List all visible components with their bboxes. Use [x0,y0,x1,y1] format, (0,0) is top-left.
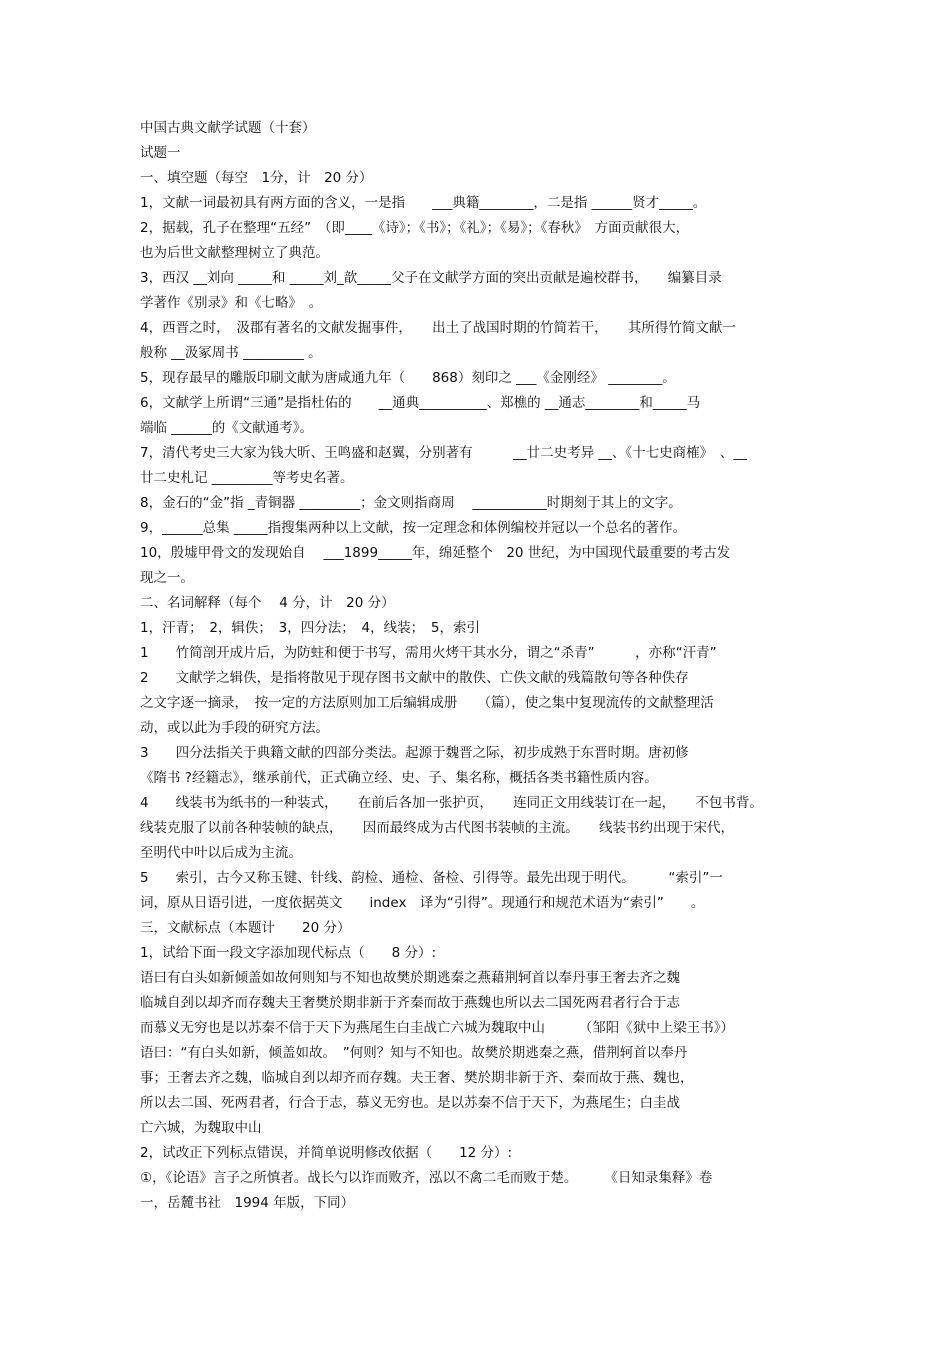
text-line: 一，岳麓书社 1994 年版，下同） [140,1195,355,1211]
text-line: 2 文献学之辑佚，是指将散见于现存图书文献中的散佚、亡佚文献的残篇散句等各种佚存 [140,670,689,686]
text-line: 5 索引，古今又称玉键、针线、韵检、通检、备检、引得等。最先出现于明代。 “索引”一 [140,870,723,886]
text-line: 2，试改正下列标点错误，并简单说明修改依据（ 12 分）: [140,1145,513,1161]
text-line: 1，试给下面一段文字添加现代标点（ 8 分）: [140,945,437,961]
text-line: 8，金石的“金”指 _青铜器 _________；金文则指商周 ___________时期刻于其上的文字。 [140,495,682,511]
text-line: 1 竹简剖开成片后，为防蛀和便于书写，需用火烤干其水分，谓之“杀青” ，亦称“汗青” [140,645,717,661]
section-heading-punctuation: 三，文献标点（本题计 20 分） [140,920,351,936]
text-line: 7，清代考史三大家为钱大昕、王鸣盛和赵翼，分别著有 __廿二史考异 __、《十七史商榷》 、__ [140,445,747,461]
text-line: 10，殷墟甲骨文的发现始自 ___1899_____年，绵延整个 20 世纪，为中国现代最重要的考古发 [140,545,731,561]
text-line: 5，现存最早的雕版印刷文献为唐咸通九年（ 868）刻印之 ___《金刚经》 ________。 [140,370,676,386]
text-line: 3 四分法指关于典籍文献的四部分类法。起源于魏晋之际，初步成熟于东晋时期。唐初修 [140,745,689,761]
text-line: 线装克服了以前各种装帧的缺点， 因而最终成为古代图书装帧的主流。 线装书约出现于宋代， [140,820,734,836]
text-line: 6，文献学上所谓“三通”是指杜佑的 __通典__________、郑樵的 __通志________和_____马 [140,395,701,411]
text-line: 事；王奢去齐之魏，临城自刭以却齐而存魏。夫王奢、樊於期非新于齐、秦而故于燕、魏也， [140,1070,694,1086]
text-line: 而慕义无穷也是以苏秦不信于天下为燕尾生白圭战亡六城为魏取中山 （邹阳《狱中上梁王书》） [140,1020,734,1036]
text-line: 1，汗青； 2，辑佚； 3，四分法； 4，线装； 5，索引 [140,620,480,636]
text-line: 临城自刭以却齐而存魏夫王奢樊於期非新于齐秦而故于燕魏也所以去二国死两君者行合于志 [140,995,680,1011]
text-line: 语曰：“有白头如新，倾盖如故。 ”何则？知与不知也。故樊於期逃秦之燕，借荆轲首以奉丹 [140,1045,688,1061]
text-line: 4，西晋之时， 汲郡有著名的文献发掘事件， 出土了战国时期的竹简若干， 其所得竹简文献一 [140,320,736,336]
text-line: 般称 __汲冢周书 _________ 。 [140,345,322,361]
text-line: 学著作《别录》和《七略》 。 [140,295,323,311]
text-line: 动，或以此为手段的研究方法。 [140,720,329,736]
text-line: 廿二史札记 _________等考史名著。 [140,470,354,486]
text-line: 至明代中叶以后成为主流。 [140,845,302,861]
text-line: 2，据载，孔子在整理“五经” （即____《诗》；《书》；《礼》；《易》；《春秋》 方面贡献很大， [140,220,690,236]
text-line: 词，原从日语引进，一度依据英文 index 译为“引得”。现通行和规范术语为“索引” 。 [140,895,705,911]
text-line: 4 线装书为纸书的一种装式， 在前后各加一张护页， 连同正文用线装订在一起， 不包书背。 [140,795,763,811]
text-line: 《隋书 ?经籍志》，继承前代，正式确立经、史、子、集名称，概括各类书籍性质内容。 [140,770,658,786]
text-line: 1，文献一词最初具有两方面的含义，一是指 ___典籍________，二是指 ______贤才_____。 [140,195,707,211]
exam-set-heading: 试题一 [140,145,181,161]
text-line: 9，______总集 _____指搜集两种以上文献，按一定理念和体例编校并冠以一个总名的著作。 [140,520,687,536]
text-line: 亡六城，为魏取中山 [140,1120,262,1136]
section-heading-terms: 二、名词解释（每个 4 分，计 20 分） [140,595,395,611]
text-line: 端临 ______的《文献通考》。 [140,420,314,436]
text-line: 现之一。 [140,570,194,586]
section-heading-fill-blank: 一、填空题（每空 1分，计 20 分） [140,170,373,186]
text-line: 也为后世文献整理树立了典范。 [140,245,329,261]
text-line: 语曰有白头如新倾盖如故何则知与不知也故樊於期逃秦之燕藉荆轲首以奉丹事王奢去齐之魏 [140,970,680,986]
text-line: 之文字逐一摘录， 按一定的方法原则加工后编辑成册 （篇），使之集中复现流传的文献整理活 [140,695,714,711]
text-line: 所以去二国、死两君者，行合于志，慕义无穷也。是以苏秦不信于天下，为燕尾生；白圭战 [140,1095,680,1111]
document-title: 中国古典文献学试题（十套） [140,120,316,136]
text-line: ①，《论语》言子之所慎者。战长勺以诈而败齐，泓以不禽二毛而败于楚。 《日知录集释》卷 [140,1170,713,1186]
text-line: 3，西汉 __刘向 _____和 _____刘_歆_____父子在文献学方面的突出贡献是遍校群书， 编纂目录 [140,270,722,286]
